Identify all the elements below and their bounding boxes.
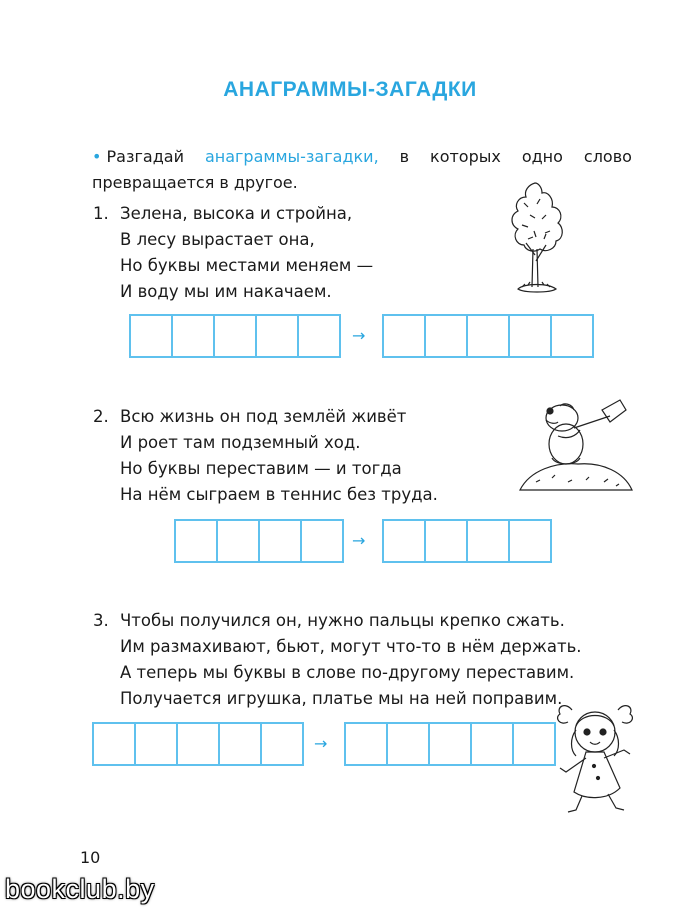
letter-box[interactable] <box>428 722 472 766</box>
letter-box[interactable] <box>92 722 136 766</box>
page-title: АНАГРАММЫ-ЗАГАДКИ <box>223 78 477 101</box>
riddle-line: И воду мы им накачаем. <box>120 282 332 301</box>
intro-word: которых <box>430 147 501 166</box>
intro-line-2: превращается в другое. <box>92 173 298 192</box>
letter-box[interactable] <box>129 314 173 358</box>
letter-box[interactable] <box>300 519 344 563</box>
bullet: • <box>92 147 102 166</box>
riddle-number: 2. <box>93 407 109 426</box>
intro-word: одно <box>521 147 563 166</box>
doll-icon <box>546 700 646 820</box>
arrow-icon: → <box>352 326 366 345</box>
letter-box[interactable] <box>508 519 552 563</box>
riddle-number: 3. <box>93 611 109 630</box>
riddle-line: Всю жизнь он под землёй живёт <box>120 407 407 426</box>
letter-box[interactable] <box>260 722 304 766</box>
letter-box[interactable] <box>258 519 302 563</box>
letter-box[interactable] <box>213 314 257 358</box>
answer-boxes-2-left <box>174 519 342 563</box>
letter-box[interactable] <box>255 314 299 358</box>
watermark: bookclub.by <box>5 874 155 904</box>
riddle-line: Но буквы местами меняем — <box>120 256 374 275</box>
answer-boxes-1-left <box>129 314 339 358</box>
letter-box[interactable] <box>386 722 430 766</box>
riddle-1 <box>93 201 374 305</box>
mole-icon <box>516 396 636 496</box>
tree-icon <box>500 175 570 305</box>
letter-box[interactable] <box>297 314 341 358</box>
answer-boxes-2-right <box>382 519 550 563</box>
arrow-icon: → <box>352 531 366 550</box>
riddle-line: И роет там подземный ход. <box>120 433 361 452</box>
letter-box[interactable] <box>216 519 260 563</box>
letter-box[interactable] <box>174 519 218 563</box>
letter-box[interactable] <box>344 722 388 766</box>
riddle-2 <box>93 404 438 508</box>
riddle-line: А теперь мы буквы в слове по-другому переставим. <box>120 663 575 682</box>
letter-box[interactable] <box>382 519 426 563</box>
riddle-line: Чтобы получился он, нужно пальцы крепко сжать. <box>120 611 565 630</box>
letter-box[interactable] <box>218 722 262 766</box>
letter-box[interactable] <box>466 314 510 358</box>
riddle-line: Но буквы переставим — и тогда <box>120 459 402 478</box>
letter-box[interactable] <box>466 519 510 563</box>
arrow-icon: → <box>314 734 328 753</box>
intro-word: Разгадай <box>106 147 184 166</box>
letter-box[interactable] <box>176 722 220 766</box>
riddle-line: Им размахивают, бьют, могут что-то в нём держать. <box>120 637 582 656</box>
page-number: 10 <box>80 848 101 867</box>
letter-box[interactable] <box>134 722 178 766</box>
letter-box[interactable] <box>424 519 468 563</box>
answer-boxes-1-right <box>382 314 592 358</box>
letter-box[interactable] <box>382 314 426 358</box>
letter-box[interactable] <box>171 314 215 358</box>
answer-boxes-3-left <box>92 722 302 766</box>
letter-box[interactable] <box>470 722 514 766</box>
riddle-line: Получается игрушка, платье мы на ней поправим. <box>120 689 563 708</box>
letter-box[interactable] <box>550 314 594 358</box>
highlight-term: анаграммы-загадки, <box>204 147 379 166</box>
intro-word: в <box>399 147 410 166</box>
riddle-line: В лесу вырастает она, <box>120 230 315 249</box>
letter-box[interactable] <box>424 314 468 358</box>
letter-box[interactable] <box>508 314 552 358</box>
riddle-3 <box>93 608 582 712</box>
answer-boxes-3-right <box>344 722 554 766</box>
riddle-line: На нём сыграем в теннис без труда. <box>120 485 438 504</box>
riddle-line: Зелена, высока и стройна, <box>120 204 353 223</box>
riddle-number: 1. <box>93 204 109 223</box>
intro-word: слово <box>583 147 632 166</box>
